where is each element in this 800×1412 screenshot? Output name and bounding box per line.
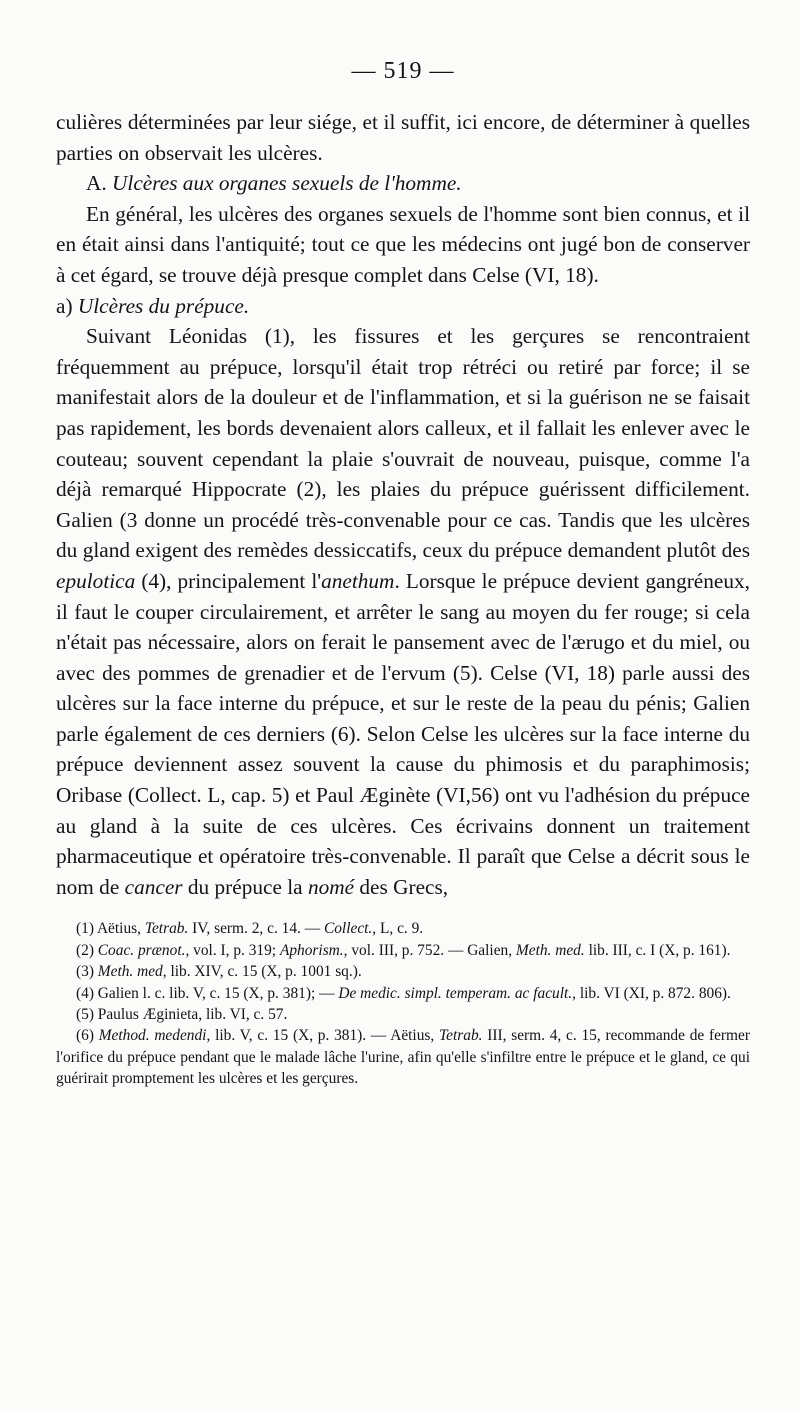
text-run: (4), principalement l' — [135, 568, 322, 593]
footnote-3 — [56, 961, 750, 982]
footnote-italic: Meth. med. — [515, 941, 585, 959]
footnote-text: , lib. V, c. 15 (X, p. 381). — Aëtius, — [206, 1027, 439, 1045]
footnote-5 — [56, 1004, 750, 1025]
subsection-title: Ulcères du prépuce. — [77, 293, 250, 318]
footnote-4 — [56, 983, 750, 1004]
subsection-label: a) — [56, 293, 73, 318]
footnote-text: , vol. I, p. 319; — [185, 941, 280, 959]
footnote-1 — [56, 918, 750, 939]
footnote-italic: Meth. med — [97, 963, 163, 981]
main-text — [56, 107, 750, 902]
italic-term: nomé — [307, 874, 355, 899]
text-run: du prépuce la — [182, 874, 308, 899]
footnote-text: (6) — [76, 1027, 99, 1045]
italic-term: cancer — [124, 874, 183, 899]
section-heading — [56, 168, 750, 199]
section-title: Ulcères aux organes sexuels de l'homme. — [112, 171, 462, 196]
footnote-text: (3) — [76, 963, 98, 981]
footnote-text: (1) Aëtius, — [76, 920, 145, 938]
footnote-text: , lib. XIV, c. 15 (X, p. 1001 sq.). — [162, 963, 362, 981]
footnote-italic: Tetrab. — [439, 1027, 483, 1045]
italic-term: epulotica — [56, 568, 136, 593]
paragraph-intro: culières déterminées par leur siége, et il suffit, ici encore, de déterminer à quelles parties on observait les ulcères. — [56, 110, 750, 165]
footnote-text: , lib. VI (XI, p. 872. 806). — [572, 984, 731, 1002]
footnote-2 — [56, 940, 750, 961]
paragraph-general: En général, les ulcères des organes sexuels de l'homme sont bien connus, et il en était ainsi dans l'antiquité; tout ce que les médecins ont jugé bon de conserver à cet égard, se trouve déjà presque complet dans Celse (VI, 18). — [56, 201, 750, 287]
footnote-text: , vol. III, p. 752. — Galien, — [343, 941, 516, 959]
italic-term: anethum — [321, 568, 395, 593]
footnote-text: III, serm. 4, c. 15, recommande de fermer l'orifice du prépuce pendant que le malade lâche l'urine, afin qu'elle s'infiltre entre le prépuce et le gland, ce qui guérirait promptement les ulcères et les gerçures. — [56, 1027, 750, 1088]
paragraph-main — [56, 321, 750, 902]
footnote-text: (2) — [76, 941, 98, 959]
page-number: — 519 — — [351, 58, 455, 84]
footnote-italic: Collect. — [323, 920, 373, 938]
subsection-heading — [56, 291, 750, 322]
footnote-text: (4) Galien l. c. lib. V, c. 15 (X, p. 381); — — [76, 984, 339, 1002]
footnote-italic: Coac. prænot. — [97, 941, 186, 959]
footnote-italic: De medic. simpl. temperam. ac facult. — [338, 984, 573, 1002]
text-run: . Lorsque le prépuce devient gangréneux, il faut le couper circulairement, et arrêter le sang au moyen du fer rouge; si cela n'était pas nécessaire, alors on ferait le pansement avec de l'ærugo et du miel, ou avec des pommes de grenadier et de l'ervum (5). Celse (VI, 18) parle aussi des ulcères sur la face interne du prépuce, et sur le reste de la peau du pénis; Galien parle également de ces derniers (6). Selon Celse les ulcères sur la face interne du prépuce deviennent assez souvent la cause du phimosis et du paraphimosis; Oribase (Collect. L, cap. 5) et Paul Æginète (VI,56) ont vu l'adhésion du prépuce au gland à la suite de ces ulcères. Ces écrivains donnent un traitement pharmaceutique et opératoire très-convenable. Il paraît que Celse a décrit sous le nom de — [56, 568, 750, 899]
text-run: des Grecs, — [354, 874, 449, 899]
footnote-text: IV, serm. 2, c. 14. — — [188, 920, 324, 938]
footnote-italic: Tetrab. — [144, 920, 189, 938]
text-run: Suivant Léonidas (1), les fissures et les gerçures se rencontraient fréquemment au prépuce, lorsqu'il était trop rétréci ou retiré par force; il se manifestait alors de la douleur et de l'inflammation, et si la guérison ne se faisait pas rapidement, les bords devenaient alors calleux, et il fallait les enlever avec le couteau; souvent cependant la plaie s'ouvrait de nouveau, puisque, comme l'a déjà remarqué Hippocrate (2), les plaies du prépuce guérissent difficilement. Galien (3 donne un procédé très-convenable pour ce cas. Tandis que les ulcères du gland exigent des remèdes dessiccatifs, ceux du prépuce demandent plutôt des — [56, 324, 750, 563]
footnotes — [56, 918, 750, 1089]
footnote-text: lib. III, c. I (X, p. 161). — [584, 941, 731, 959]
footnote-italic: Aphorism. — [279, 941, 344, 959]
footnote-text: (5) Paulus Æginieta, lib. VI, c. 57. — [76, 1006, 288, 1024]
footnote-6 — [56, 1025, 750, 1089]
section-label: A. — [86, 171, 107, 196]
footnote-italic: Method. medendi — [98, 1027, 207, 1045]
footnote-text: , L, c. 9. — [372, 920, 424, 938]
